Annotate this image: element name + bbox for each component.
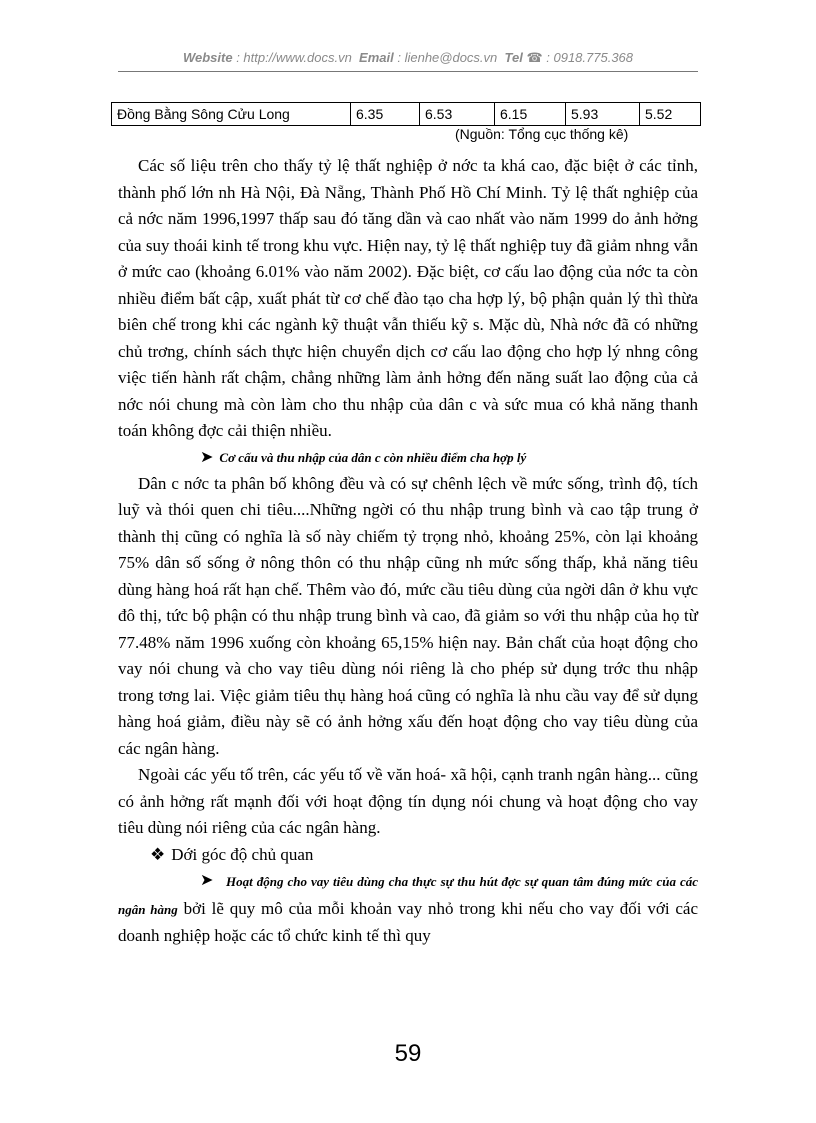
source-note: (Nguồn: Tổng cục thống kê) [455, 126, 629, 142]
table-cell: 5.93 [566, 103, 640, 126]
page-header [118, 50, 698, 66]
table-row [112, 103, 701, 126]
diamond-bullet-icon: ❖ [150, 844, 166, 864]
unemployment-table [111, 102, 701, 126]
arrow-bullet-icon: ➤ [200, 872, 214, 889]
paragraph: Dân c nớc ta phân bố không đều và có sự chênh lệch về mức sống, trình độ, tích luỹ và thói quen chi tiêu....Những ngời có thu nhập trung bình và cao tập trung ở thành thị cũng có nghĩa là số này chiếm tỷ trọng nhỏ, khoảng 25%, còn lại khoảng 75% dân số sống ở nông thôn có thu nhập cũng nh mức sống thấp, khả năng tiêu dùng hàng hoá rất hạn chế. Thêm vào đó, mức cầu tiêu dùng của ngời dân ở khu vực đô thị, tức bộ phận có thu nhập trung bình và cao, đã giảm so với thu nhập của họ từ 77.48% năm 1996 xuống còn khoảng 65,15% hiện nay. Bản chất của hoạt động cho vay nói chung và cho vay tiêu dùng nói riêng là cho phép sử dụng trớc thu nhập trong tơng lai. Việc giảm tiêu thụ hàng hoá cũng có nghĩa là nhu cầu vay để sử dụng hàng hoá giảm, điều này sẽ có ảnh hởng xấu đến hoạt động cho vay tiêu dùng của các ngân hàng. [118, 473, 698, 758]
tel-value: ☎ : 0918.775.368 [526, 50, 634, 65]
emphasis-text: Hoạt động cho vay tiêu dùng cha thực sự thu hút đợc sự quan tâm đúng mức của các ngân hàng [118, 874, 698, 917]
paragraph: Các số liệu trên cho thấy tỷ lệ thất nghiệp ở nớc ta khá cao, đặc biệt ở các tỉnh, thành phố lớn nh Hà Nội, Đà Nẵng, Thành Phố Hồ Chí Minh. Tỷ lệ thất nghiệp của cả nớc năm 1996,1997 thấp sau đó tăng dần và cao nhất vào năm 1999 do ảnh hởng của suy thoái kinh tế trong khu vực. Hiện nay, tỷ lệ thất nghiệp tuy đã giảm nhng vẫn ở mức cao (khoảng 6.01% vào năm 2002). Đặc biệt, cơ cấu lao động của nớc ta còn nhiều điểm bất cập, xuất phát từ cơ chế đào tạo cha hợp lý, bộ phận quản lý thì thừa biên chế trong khi các ngành kỹ thuật vẫn thiếu kỹ s. Mặc dù, Nhà nớc đã có những chủ trơng, chính sách thực hiện chuyển dịch cơ cấu lao động cho hợp lý nhng công việc tiến hành rất chậm, chẳng những làm ảnh hởng đến năng suất lao động của cả nớc nói chung mà còn làm cho thu nhập của dân c và sức mua có khả năng thanh toán không đợc cải thiện nhiều. [118, 156, 698, 440]
table-cell: 6.15 [495, 103, 566, 126]
paragraph-text: bởi lẽ quy mô của mỗi khoản vay nhỏ trong khi nếu cho vay đối với các doanh nghiệp hoặc các tổ chức kinh tế thì quy [118, 898, 699, 945]
paragraph: Ngoài các yếu tố trên, các yếu tố về văn hoá- xã hội, cạnh tranh ngân hàng... cũng có ảnh hởng rất mạnh đối với hoạt động tín dụng nói chung và hoạt động cho vay tiêu dùng nói riêng của các ngân hàng. [118, 765, 698, 837]
arrow-bullet-icon: ➤ [200, 448, 214, 466]
email-value: : lienhe@docs.vn [397, 50, 498, 65]
email-label: Email [359, 50, 394, 65]
table-cell: 5.52 [640, 103, 701, 126]
section-heading [118, 842, 698, 869]
table-cell: 6.53 [420, 103, 495, 126]
website-label: Website [182, 50, 233, 65]
document-body [118, 153, 698, 950]
page-number: 59 [394, 1040, 422, 1067]
subheading-text: Cơ cấu và thu nhập của dân c còn nhiều điểm cha hợp lý [219, 449, 527, 465]
website-value: : http://www.docs.vn [236, 50, 352, 65]
tel-label: Tel [504, 50, 523, 65]
header-divider [118, 71, 698, 72]
subheading [118, 445, 698, 471]
table-cell: 6.35 [351, 103, 420, 126]
table-cell-region: Đồng Bằng Sông Cửu Long [112, 103, 351, 126]
section-heading-text: Dới góc độ chủ quan [171, 844, 314, 864]
paragraph [118, 868, 698, 950]
